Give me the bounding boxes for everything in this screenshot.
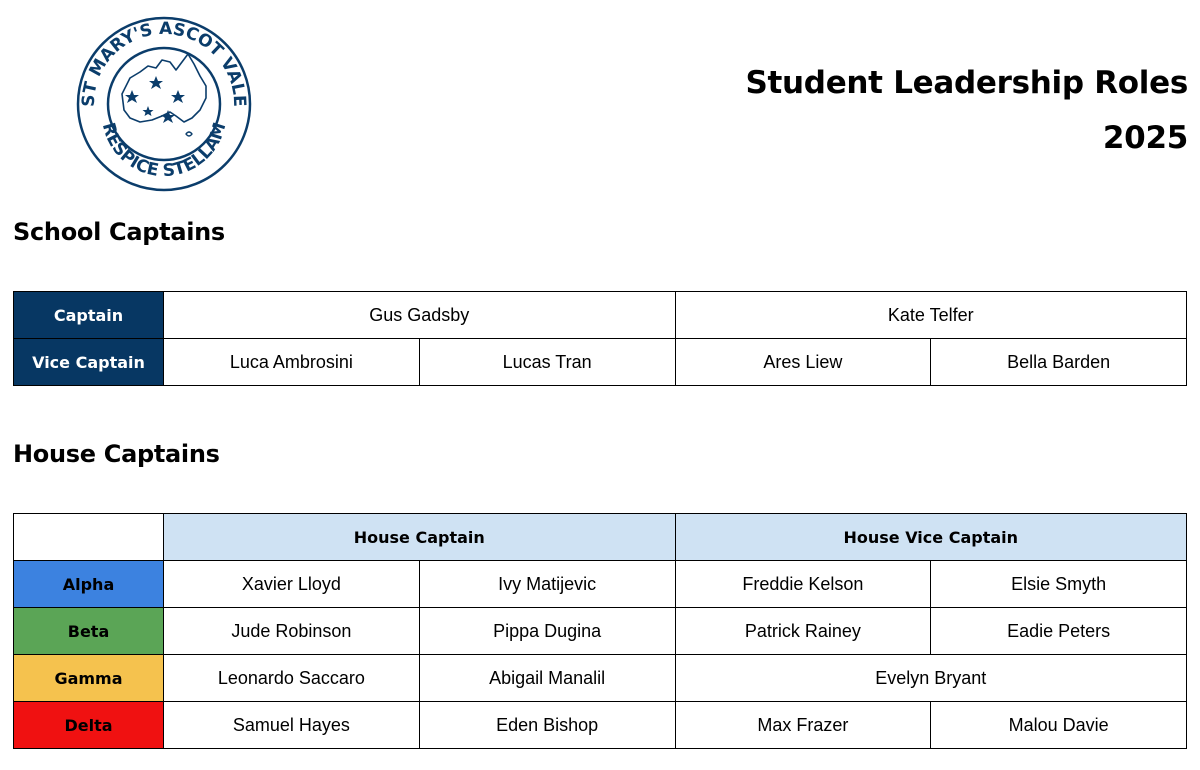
house-captain-name: Eden Bishop xyxy=(419,702,675,749)
title-line-2: 2025 xyxy=(1102,120,1188,156)
house-vice-captain-name: Elsie Smyth xyxy=(931,561,1187,608)
australia-map-icon xyxy=(122,54,206,122)
vice-captain-name: Bella Barden xyxy=(931,339,1187,386)
house-captain-name: Leonardo Saccaro xyxy=(164,655,420,702)
logo-bottom-text: RESPICE STELLAM xyxy=(97,120,231,182)
captain-name: Gus Gadsby xyxy=(164,292,676,339)
logo-top-text: ST MARY'S ASCOT VALE xyxy=(78,18,250,108)
school-captains-table xyxy=(13,291,1187,386)
house-row-gamma xyxy=(14,655,1187,702)
house-row-delta xyxy=(14,702,1187,749)
house-captain-name: Abigail Manalil xyxy=(419,655,675,702)
house-vice-captain-column-header: House Vice Captain xyxy=(675,514,1187,561)
house-vice-captain-name: Max Frazer xyxy=(675,702,931,749)
house-captain-name: Xavier Lloyd xyxy=(164,561,420,608)
house-vice-captain-name: Evelyn Bryant xyxy=(675,655,1187,702)
school-captains-heading: School Captains xyxy=(13,218,225,246)
title-line-1: Student Leadership Roles xyxy=(745,65,1188,101)
captain-name: Kate Telfer xyxy=(675,292,1187,339)
house-vice-captain-name: Eadie Peters xyxy=(931,608,1187,655)
house-name-delta: Delta xyxy=(14,702,164,749)
house-vice-captain-name: Patrick Rainey xyxy=(675,608,931,655)
house-captain-name: Jude Robinson xyxy=(164,608,420,655)
house-captain-name: Samuel Hayes xyxy=(164,702,420,749)
vice-captain-name: Lucas Tran xyxy=(419,339,675,386)
captain-row xyxy=(14,292,1187,339)
vice-captain-name: Luca Ambrosini xyxy=(164,339,420,386)
page-title xyxy=(745,56,1188,166)
vice-captain-label: Vice Captain xyxy=(14,339,164,386)
house-captain-column-header: House Captain xyxy=(164,514,676,561)
vice-captain-name: Ares Liew xyxy=(675,339,931,386)
house-row-beta xyxy=(14,608,1187,655)
house-captain-name: Ivy Matijevic xyxy=(419,561,675,608)
house-captains-heading: House Captains xyxy=(13,440,220,468)
house-name-alpha: Alpha xyxy=(14,561,164,608)
house-vice-captain-name: Malou Davie xyxy=(931,702,1187,749)
captain-label: Captain xyxy=(14,292,164,339)
house-name-gamma: Gamma xyxy=(14,655,164,702)
school-logo xyxy=(74,14,254,194)
vice-captain-row xyxy=(14,339,1187,386)
house-vice-captain-name: Freddie Kelson xyxy=(675,561,931,608)
house-name-beta: Beta xyxy=(14,608,164,655)
house-table-header-row xyxy=(14,514,1187,561)
house-captain-name: Pippa Dugina xyxy=(419,608,675,655)
house-captains-table xyxy=(13,513,1187,749)
empty-header-cell xyxy=(14,514,164,561)
house-row-alpha xyxy=(14,561,1187,608)
